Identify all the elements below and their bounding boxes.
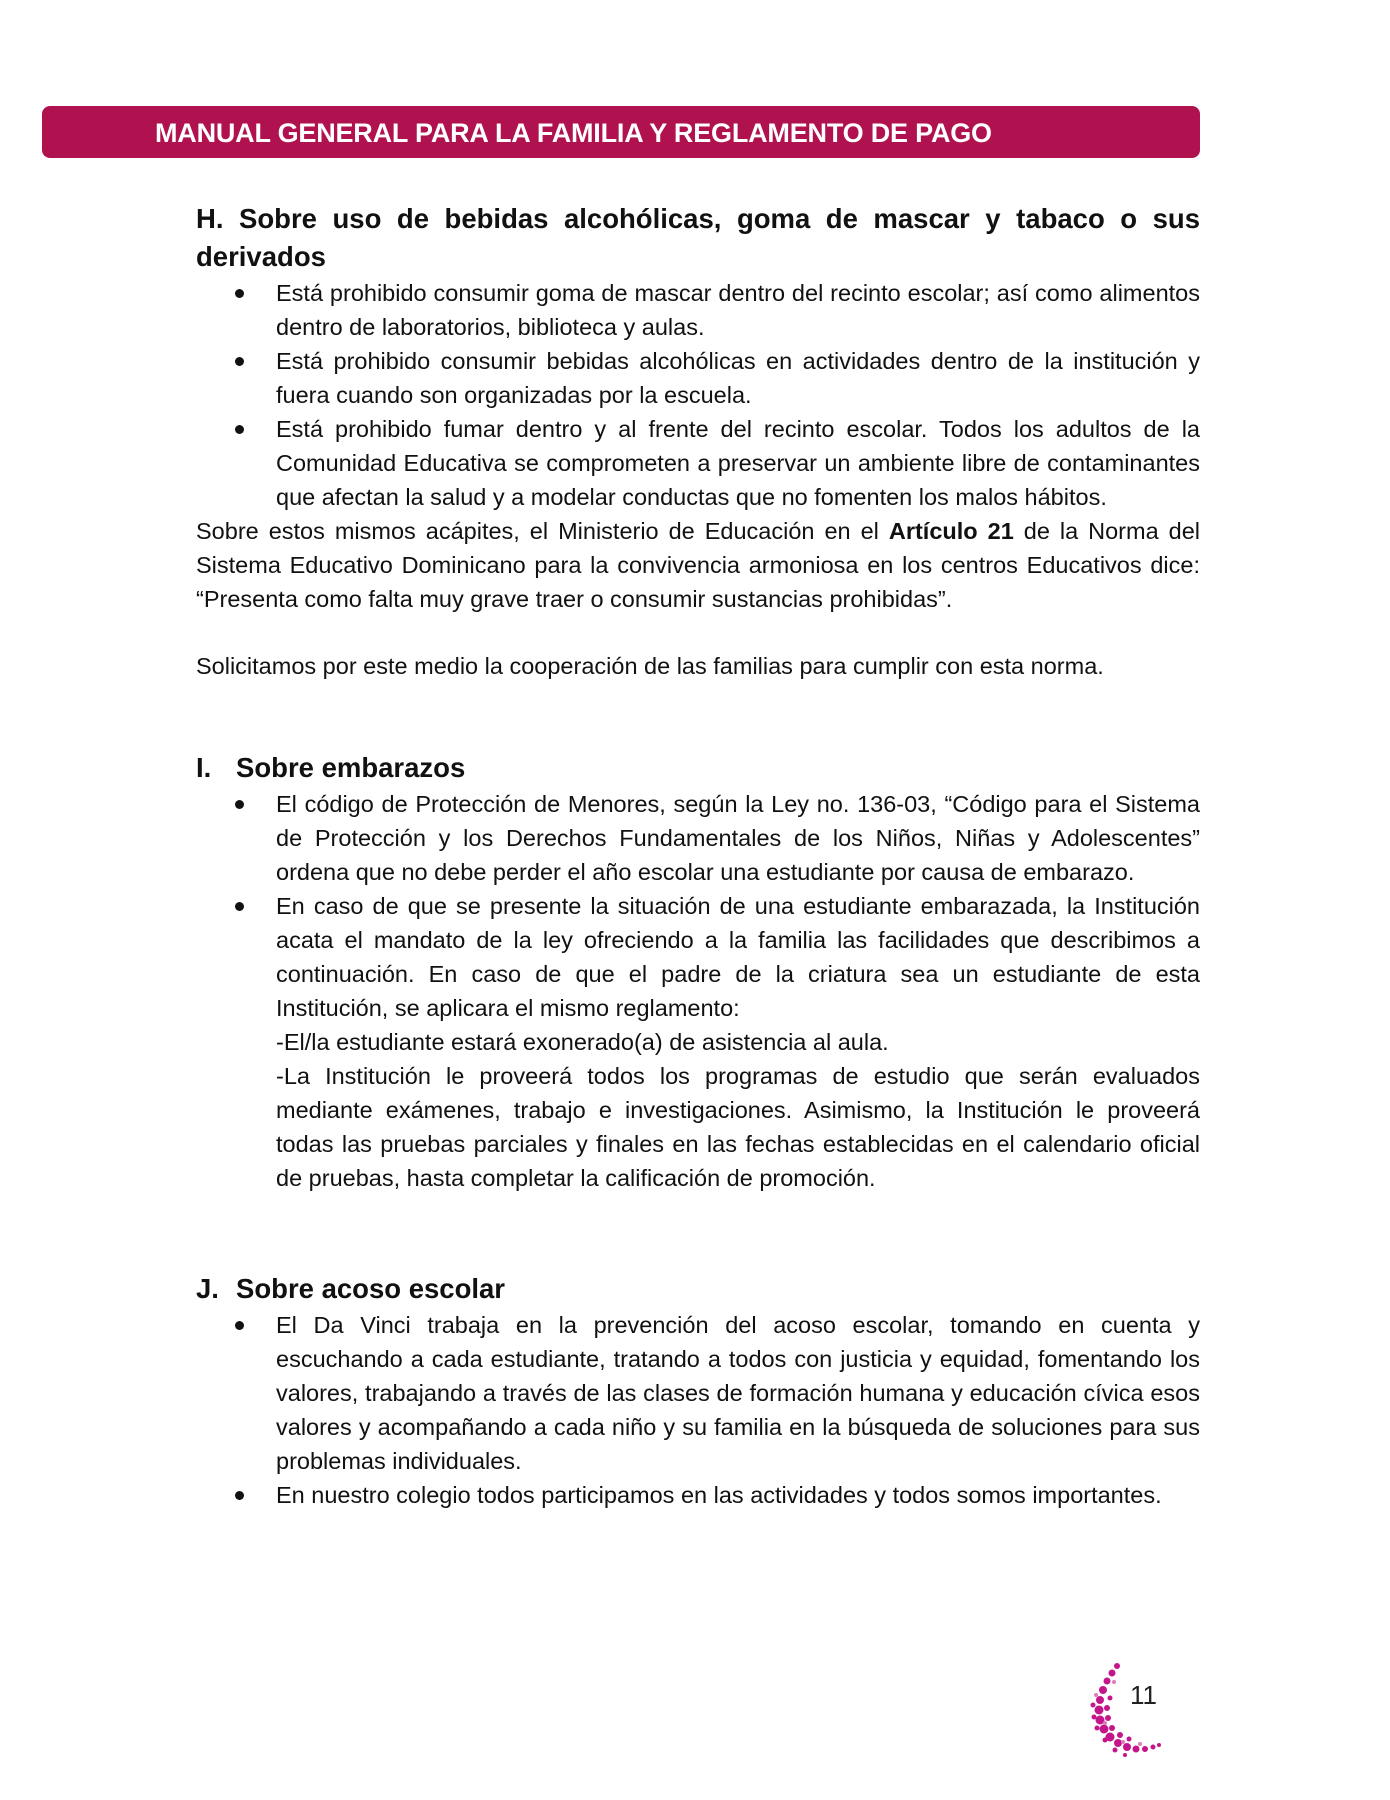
ministry-paragraph <box>196 514 1200 616</box>
document-title: MANUAL GENERAL PARA LA FAMILIA Y REGLAMENTO DE PAGO <box>155 118 992 148</box>
section-i-list <box>196 787 1200 1195</box>
header-bar <box>42 106 1200 158</box>
list-item: Está prohibido fumar dentro y al frente del recinto escolar. Todos los adultos de la Comunidad Educativa se comprometen a preservar un ambiente libre de contaminantes que afectan la salud y a modelar conductas que no fomenten los malos hábitos. <box>276 412 1200 514</box>
section-j-list <box>196 1308 1200 1512</box>
ministry-text-end: de la Norma del Sistema Educativo Dominicano para la convivencia armoniosa en los centros Educativos dice: “Presenta como falta muy grave traer o consumir sustancias prohibidas”. <box>196 518 1200 612</box>
list-item: El Da Vinci trabaja en la prevención del acoso escolar, tomando en cuenta y escuchando a cada estudiante, tratando a todos con justicia y equidad, fomentando los valores, trabajando a través de las clases de formación humana y educación cívica esos valores y acompañando a cada niño y su familia en la búsqueda de soluciones para sus problemas individuales. <box>276 1308 1200 1478</box>
section-i-title: Sobre embarazos <box>236 752 466 783</box>
list-item: En nuestro colegio todos participamos en las actividades y todos somos importantes. <box>276 1478 1200 1512</box>
section-i-heading <box>196 749 1200 787</box>
cooperation-paragraph: Solicitamos por este medio la cooperación de las familias para cumplir con esta norma. <box>196 653 1104 679</box>
section-i-letter: I. <box>196 752 212 783</box>
section-j-title: Sobre acoso escolar <box>236 1273 506 1304</box>
section-h-title: H. Sobre uso de bebidas alcohólicas, goma de mascar y tabaco o sus derivados <box>196 203 1200 272</box>
section-j-heading <box>196 1270 1200 1308</box>
ministry-text-start: Sobre estos mismos acápites, el Ministerio de Educación en el <box>196 518 889 544</box>
section-j-letter: J. <box>196 1273 219 1304</box>
page-number: 11 <box>1130 1680 1157 1710</box>
exoneration-line: -El/la estudiante estará exonerado(a) de asistencia al aula. <box>276 1029 889 1055</box>
list-item-text: En caso de que se presente la situación de una estudiante embarazada, la Institución acata el mandato de la ley ofreciendo a la familia las facilidades que describimos a continuación. En caso de que el padre de la criatura sea un estudiante de esta Institución, se aplicara el mismo reglamento: <box>276 893 1200 1021</box>
page-content <box>196 200 1200 1512</box>
article-reference: Artículo 21 <box>888 518 1014 544</box>
list-item: El código de Protección de Menores, según la Ley no. 136-03, “Código para el Sistema de Protección y los Derechos Fundamentales de los Niños, Niñas y Adolescentes” ordena que no debe perder el año escolar una estudiante por causa de embarazo. <box>276 787 1200 889</box>
section-h-list <box>196 276 1200 514</box>
programs-line: -La Institución le proveerá todos los programas de estudio que serán evaluados mediante exámenes, trabajo e investigaciones. Asimismo, la Institución le proveerá todas las pruebas parciales y finales en las fechas establecidas en el calendario oficial de pruebas, hasta completar la calificación de promoción. <box>276 1063 1200 1191</box>
list-item: Está prohibido consumir bebidas alcohólicas en actividades dentro de la institución y fuera cuando son organizadas por la escuela. <box>276 344 1200 412</box>
list-item <box>276 889 1200 1195</box>
list-item: Está prohibido consumir goma de mascar dentro del recinto escolar; así como alimentos dentro de laboratorios, biblioteca y aulas. <box>276 276 1200 344</box>
